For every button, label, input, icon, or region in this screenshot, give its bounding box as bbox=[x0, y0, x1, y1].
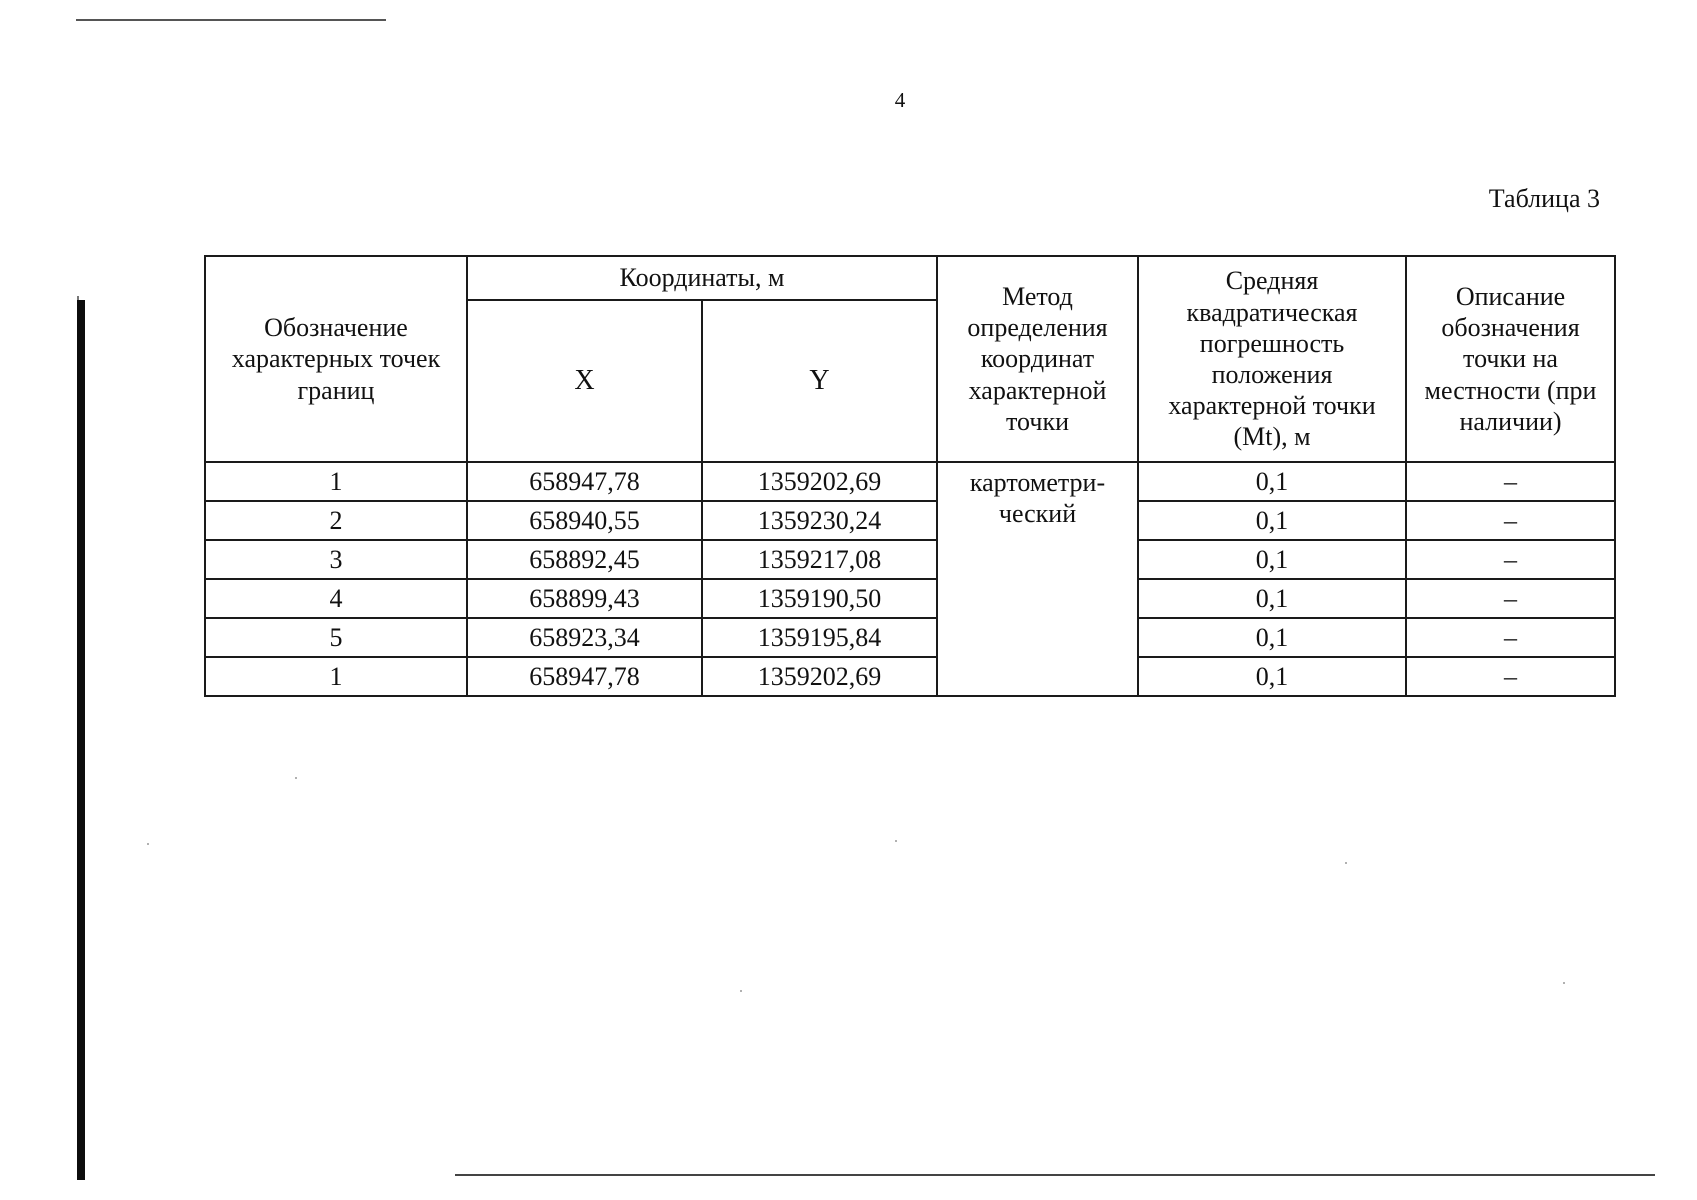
header-coordinates: Координаты, м bbox=[467, 256, 937, 300]
scan-edge-line-bottom bbox=[455, 1174, 1655, 1176]
cell-x: 658892,45 bbox=[467, 540, 702, 579]
cell-error: 0,1 bbox=[1138, 579, 1406, 618]
scan-speck bbox=[295, 777, 297, 779]
cell-error: 0,1 bbox=[1138, 501, 1406, 540]
cell-description: – bbox=[1406, 579, 1615, 618]
cell-y: 1359217,08 bbox=[702, 540, 937, 579]
cell-y: 1359202,69 bbox=[702, 462, 937, 501]
cell-point: 1 bbox=[205, 657, 467, 696]
header-description: Описание обозначения точки на местности (при наличии) bbox=[1406, 256, 1615, 462]
table-caption: Таблица 3 bbox=[1488, 184, 1600, 213]
scan-speck bbox=[1563, 982, 1565, 984]
cell-description: – bbox=[1406, 501, 1615, 540]
cell-point: 5 bbox=[205, 618, 467, 657]
cell-x: 658947,78 bbox=[467, 657, 702, 696]
cell-point: 4 bbox=[205, 579, 467, 618]
cell-description: – bbox=[1406, 462, 1615, 501]
scan-edge-line-top bbox=[76, 19, 386, 21]
cell-y: 1359230,24 bbox=[702, 501, 937, 540]
cell-method: картометри- ческий bbox=[937, 462, 1138, 696]
page-number: 4 bbox=[894, 88, 906, 112]
cell-point: 2 bbox=[205, 501, 467, 540]
header-method: Метод определения координат характерной точки bbox=[937, 256, 1138, 462]
cell-y: 1359190,50 bbox=[702, 579, 937, 618]
boundary-points-table bbox=[204, 255, 1616, 697]
cell-description: – bbox=[1406, 540, 1615, 579]
cell-x: 658947,78 bbox=[467, 462, 702, 501]
cell-description: – bbox=[1406, 657, 1615, 696]
cell-error: 0,1 bbox=[1138, 657, 1406, 696]
cell-error: 0,1 bbox=[1138, 462, 1406, 501]
cell-x: 658923,34 bbox=[467, 618, 702, 657]
scan-speck bbox=[740, 990, 742, 992]
table-row bbox=[205, 540, 1615, 579]
cell-error: 0,1 bbox=[1138, 540, 1406, 579]
header-y: Y bbox=[702, 300, 937, 462]
table-row bbox=[205, 618, 1615, 657]
cell-y: 1359202,69 bbox=[702, 657, 937, 696]
table-row bbox=[205, 657, 1615, 696]
cell-x: 658940,55 bbox=[467, 501, 702, 540]
table-header-row bbox=[205, 256, 1615, 300]
cell-description: – bbox=[1406, 618, 1615, 657]
header-x: X bbox=[467, 300, 702, 462]
cell-error: 0,1 bbox=[1138, 618, 1406, 657]
cell-y: 1359195,84 bbox=[702, 618, 937, 657]
table-row bbox=[205, 462, 1615, 501]
scan-speck bbox=[895, 840, 897, 842]
scan-speck bbox=[1345, 862, 1347, 864]
header-point-designation: Обозначение характерных точек границ bbox=[205, 256, 467, 462]
scan-edge-line-left bbox=[77, 300, 85, 1180]
scan-speck bbox=[147, 843, 149, 845]
table-row bbox=[205, 579, 1615, 618]
table-row bbox=[205, 501, 1615, 540]
header-error: Средняя квадратическая погрешность положения характерной точки (Mt), м bbox=[1138, 256, 1406, 462]
cell-point: 3 bbox=[205, 540, 467, 579]
cell-x: 658899,43 bbox=[467, 579, 702, 618]
cell-point: 1 bbox=[205, 462, 467, 501]
